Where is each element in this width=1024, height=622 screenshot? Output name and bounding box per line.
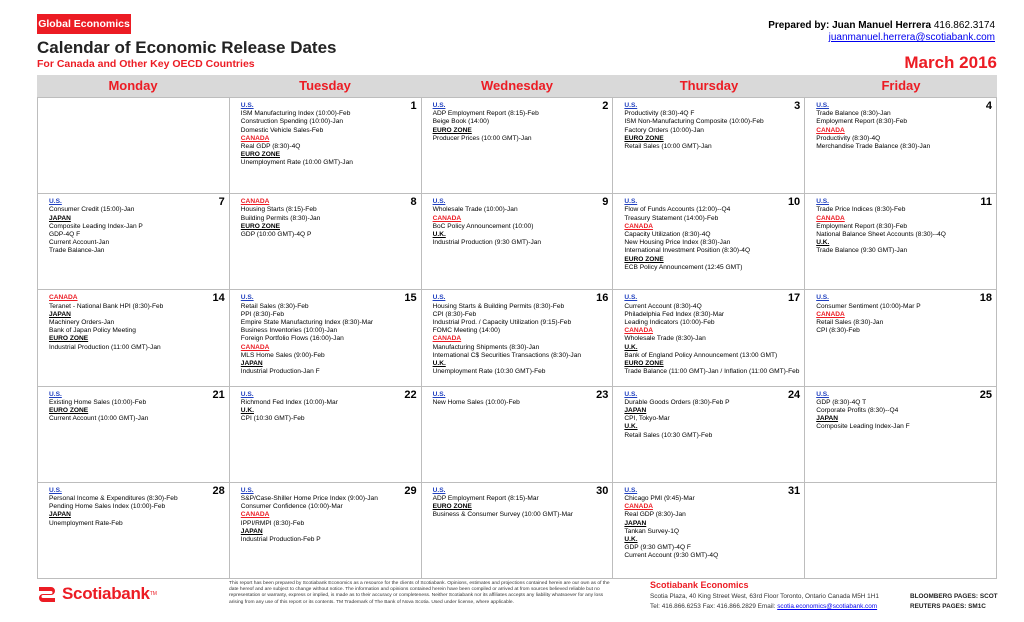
day-number: 30 [596, 484, 609, 497]
calendar-day-cell [38, 194, 230, 290]
release-item: Factory Orders (10:00)-Jan [624, 126, 704, 134]
release-item: Existing Home Sales (10:00)-Feb [49, 398, 147, 406]
release-item: Capacity Utilization (8:30)-4Q [624, 231, 711, 238]
weekday-header [37, 75, 997, 97]
release-item: Productivity (8:30)-4Q [816, 134, 881, 142]
region-heading: U.K. [240, 407, 254, 414]
region-heading: JAPAN [624, 519, 647, 527]
release-item: Trade Balance (11:00 GMT)-Jan / Inflation (11:00 GMT)-Feb [624, 368, 800, 376]
weekday-monday: Monday [108, 78, 158, 93]
calendar-day-cell [38, 290, 230, 386]
day-number: 8 [410, 196, 417, 209]
region-heading: EURO ZONE [49, 335, 89, 343]
release-item: ISM Non-Manufacturing Composite (10:00)-Feb [624, 118, 764, 126]
calendar-day-cell [613, 290, 805, 386]
release-item: Current Account (10:00 GMT)-Jan [49, 415, 149, 423]
prepared-label: Prepared by: [768, 20, 830, 31]
release-item: Real GDP (8:30)-Jan [624, 511, 686, 519]
calendar-grid [37, 97, 997, 579]
day-number: 23 [596, 388, 609, 401]
release-item: GDP (9:30 GMT)-4Q F [624, 544, 691, 552]
region-heading: U.S. [624, 294, 638, 302]
release-item: Leading Indicators (10:00)-Feb [624, 319, 715, 326]
release-item: Trade Balance (8:30)-Jan [816, 110, 891, 118]
day-number: 1 [410, 100, 417, 112]
contact-text: Tel: 416.866.6253 Fax: 416.866.2829 Email: [650, 603, 776, 610]
calendar-day-cell [230, 483, 422, 579]
global-economics-badge: Global Economics [37, 14, 131, 34]
release-item: Retail Sales (10:00 GMT)-Jan [624, 143, 712, 151]
release-item: Foreign Portfolio Flows (16:00)-Jan [240, 335, 344, 343]
region-heading: EURO ZONE [240, 222, 280, 230]
day-number: 11 [980, 196, 992, 209]
day-number: 10 [787, 196, 801, 209]
release-item: Treasury Statement (14:00)-Feb [624, 214, 719, 222]
release-item: International Investment Position (8:30)-4Q [624, 247, 751, 255]
calendar-day-cell [38, 387, 230, 483]
release-item: Consumer Sentiment (10:00)-Mar P [816, 302, 921, 310]
region-heading: U.S. [432, 294, 446, 302]
weekday-wednesday: Wednesday [480, 78, 553, 93]
release-item: IPPI/RMPI (8:30)-Feb [240, 519, 305, 527]
region-heading: U.S. [432, 198, 446, 206]
calendar-day-cell [805, 387, 997, 483]
calendar-day-cell [38, 483, 230, 579]
release-item: Empire State Manufacturing Index (8:30)-Mar [240, 319, 374, 326]
release-item: Chicago PMI (9:45)-Mar [624, 495, 695, 502]
contact-line [650, 602, 879, 612]
day-number: 25 [979, 388, 992, 401]
release-item: Unemployment Rate-Feb [49, 519, 123, 527]
release-item: FOMC Meeting (14:00) [432, 327, 501, 335]
release-item: Industrial Production-Feb P [240, 536, 321, 544]
release-item: Trade Balance (9:30 GMT)-Jan [816, 247, 908, 255]
calendar-day-cell [805, 290, 997, 386]
day-number: 28 [212, 484, 225, 497]
release-item: Composite Leading Index-Jan P [49, 222, 143, 230]
release-item: GDP-4Q F [49, 231, 81, 238]
weekday-friday: Friday [881, 78, 921, 93]
release-item: Unemployment Rate (10:30 GMT)-Feb [432, 368, 546, 376]
release-item: Retail Sales (8:30)-Jan [816, 319, 884, 326]
release-item: Business & Consumer Survey (10:00 GMT)-Mar [432, 511, 573, 519]
region-heading: JAPAN [49, 310, 71, 318]
month-title: March 2016 [904, 53, 997, 72]
region-heading: JAPAN [240, 360, 263, 368]
release-item: New Home Sales (10:00)-Feb [432, 398, 520, 406]
prepared-name: Juan Manuel Herrera [832, 20, 932, 31]
release-item: Producer Prices (10:00 GMT)-Jan [432, 134, 532, 142]
footer-address [650, 592, 879, 612]
day-number: 17 [787, 292, 801, 305]
day-number: 29 [404, 484, 417, 497]
region-heading: U.S. [816, 294, 830, 302]
region-heading: EURO ZONE [624, 360, 664, 368]
scotiabank-wordmark: Scotiabank [62, 584, 150, 603]
release-item: Employment Report (8:30)-Feb [816, 118, 908, 126]
release-item: Philadelphia Fed Index (8:30)-Mar [624, 310, 725, 318]
prepared-phone: 416.862.3174 [933, 20, 995, 31]
calendar-day-cell [422, 98, 614, 194]
day-number: 2 [602, 100, 609, 112]
region-heading: U.S. [49, 486, 62, 494]
region-heading: CANADA [432, 335, 462, 343]
day-number: 16 [596, 292, 609, 305]
day-number: 15 [404, 292, 417, 305]
release-item: Machinery Orders-Jan [49, 319, 115, 326]
release-item: Domestic Vehicle Sales-Feb [240, 126, 324, 134]
release-item: Industrial Prod. / Capacity Utilization (9:15)-Feb [432, 319, 572, 326]
region-heading: CANADA [240, 343, 270, 351]
region-heading: U.S. [49, 198, 62, 206]
day-number: 14 [212, 292, 225, 305]
day-number: 24 [787, 388, 801, 401]
calendar-day-cell [230, 290, 422, 386]
day-number: 22 [404, 388, 417, 401]
calendar-day-cell [422, 290, 614, 386]
address-line: Scotia Plaza, 40 King Street West, 63rd Floor Toronto, Ontario Canada M5H 1H1 [650, 593, 879, 600]
calendar-day-cell [230, 194, 422, 290]
region-heading: CANADA [432, 214, 462, 222]
calendar-day-cell [422, 483, 614, 579]
day-number: 21 [212, 388, 225, 401]
calendar-day-cell [422, 194, 614, 290]
region-heading: U.S. [624, 390, 638, 398]
region-heading: U.S. [816, 198, 830, 206]
release-item: CPI, Tokyo-Mar [624, 415, 670, 423]
release-item: Pending Home Sales Index (10:00)-Feb [49, 503, 166, 511]
release-item: Bank of Japan Policy Meeting [49, 327, 136, 335]
region-heading: U.K. [624, 423, 638, 431]
release-item: Industrial Production (9:30 GMT)-Jan [432, 239, 542, 247]
release-item: ADP Employment Report (8:15)-Mar [432, 495, 539, 502]
release-item: ISM Manufacturing Index (10:00)-Feb [240, 110, 351, 118]
release-item: Unemployment Rate (10:00 GMT)-Jan [240, 159, 353, 167]
region-heading: U.S. [432, 390, 446, 398]
release-item: Consumer Confidence (10:00)-Mar [240, 503, 343, 511]
region-heading: CANADA [49, 294, 78, 302]
release-item: Industrial Production (11:00 GMT)-Jan [49, 343, 161, 351]
region-heading: JAPAN [49, 214, 71, 222]
calendar-day-cell [38, 98, 230, 194]
region-heading: U.S. [432, 102, 446, 109]
scotiabank-s-icon [36, 583, 58, 605]
region-heading: U.S. [816, 390, 830, 398]
calendar-day-cell [230, 387, 422, 483]
release-item: GDP (8:30)-4Q T [816, 398, 867, 406]
region-heading: U.S. [240, 486, 254, 494]
release-item: Flow of Funds Accounts (12:00)--Q4 [624, 206, 731, 214]
region-heading: U.K. [624, 536, 638, 544]
release-item: Wholesale Trade (8:30)-Jan [624, 335, 706, 343]
scotiabank-logo [36, 583, 157, 605]
region-heading: U.S. [624, 486, 638, 494]
release-item: Building Permits (8:30)-Jan [240, 214, 321, 222]
day-number: 31 [787, 484, 801, 497]
bloomberg-pages: BLOOMBERG PAGES: SCOT [910, 593, 998, 600]
release-item: Bank of England Policy Announcement (13:00 GMT) [624, 351, 778, 359]
release-item: Employment Report (8:30)-Feb [816, 222, 908, 230]
release-item: BoC Policy Announcement (10:00) [432, 222, 534, 230]
day-number: 4 [985, 100, 992, 112]
region-heading: CANADA [816, 310, 845, 318]
calendar-day-cell [613, 387, 805, 483]
calendar-day-cell [613, 98, 805, 194]
release-item: Trade Balance-Jan [49, 247, 105, 255]
weekday-tuesday: Tuesday [299, 78, 351, 93]
release-item: Current Account (9:30 GMT)-4Q [624, 552, 719, 560]
region-heading: CANADA [816, 214, 845, 222]
release-item: Durable Goods Orders (8:30)-Feb P [624, 398, 730, 406]
release-item: Beige Book (14:00) [432, 118, 490, 126]
region-heading: JAPAN [624, 407, 647, 414]
region-heading: EURO ZONE [432, 126, 472, 134]
release-item: Business Inventories (10:00)-Jan [240, 327, 338, 335]
page-subtitle: For Canada and Other Key OECD Countries [37, 58, 255, 70]
region-heading: JAPAN [49, 511, 71, 519]
release-item: MLS Home Sales (9:00)-Feb [240, 351, 325, 359]
release-item: Housing Starts & Building Permits (8:30)-Feb [432, 302, 565, 310]
prepared-by [768, 20, 995, 44]
region-heading: U.K. [432, 360, 446, 368]
release-item: Current Account (8:30)-4Q [624, 302, 702, 310]
release-item: S&P/Case-Shiller Home Price Index (9:00)-Jan [240, 495, 378, 502]
release-item: Richmond Fed Index (10:00)-Mar [240, 398, 338, 406]
region-heading: U.K. [624, 343, 638, 351]
release-item: ECB Policy Announcement (12:45 GMT) [624, 263, 743, 271]
release-item: Real GDP (8:30)-4Q [240, 143, 301, 151]
release-item: CPI (8:30)-Feb [816, 327, 860, 335]
release-item: Retail Sales (8:30)-Feb [240, 302, 309, 310]
release-item: New Housing Price Index (8:30)-Jan [624, 239, 731, 247]
day-number: 9 [602, 196, 609, 209]
region-heading: U.K. [432, 231, 446, 238]
weekday-thursday: Thursday [679, 78, 739, 93]
release-item: Tankan Survey-1Q [624, 527, 679, 535]
region-heading: EURO ZONE [624, 255, 664, 263]
release-item: Teranet - National Bank HPI (8:30)-Feb [49, 302, 164, 310]
wire-pages [910, 592, 998, 612]
reuters-pages: REUTERS PAGES: SM1C [910, 603, 986, 610]
region-heading: U.S. [624, 198, 638, 206]
release-item: Construction Spending (10:00)-Jan [240, 118, 344, 126]
calendar-day-cell [805, 98, 997, 194]
release-item: Manufacturing Shipments (8:30)-Jan [432, 343, 540, 351]
release-item: Consumer Credit (15:00)-Jan [49, 206, 135, 214]
region-heading: U.S. [49, 390, 62, 398]
calendar-day-cell [805, 194, 997, 290]
release-item: CPI (10:30 GMT)-Feb [240, 415, 305, 423]
release-item: CPI (8:30)-Feb [432, 310, 477, 318]
release-item: ADP Employment Report (8:15)-Feb [432, 110, 539, 118]
region-heading: U.S. [624, 102, 638, 109]
release-item: Merchandise Trade Balance (8:30)-Jan [816, 143, 931, 151]
release-item: Productivity (8:30)-4Q F [624, 110, 695, 118]
region-heading: CANADA [240, 134, 270, 142]
calendar-day-cell [613, 483, 805, 579]
region-heading: U.S. [240, 294, 254, 302]
region-heading: CANADA [816, 126, 845, 134]
region-heading: CANADA [240, 198, 270, 206]
calendar-day-cell [613, 194, 805, 290]
footer-email-link[interactable]: scotia.economics@scotiabank.com [777, 603, 878, 610]
region-heading: U.S. [240, 102, 254, 109]
region-heading: U.S. [816, 102, 830, 109]
region-heading: U.K. [816, 239, 830, 247]
release-item: Composite Leading Index-Jan F [816, 423, 910, 431]
region-heading: EURO ZONE [624, 134, 664, 142]
release-item: Retail Sales (10:30 GMT)-Feb [624, 431, 713, 439]
disclaimer: This report has been prepared by Scotiabank Economics as a resource for the clients of Scotiabank. Opinions, estimates and projections contained herein are our own as of the date hereof and are subject to change without notice. The information and opinions contained herein have been compiled or arrived at from sources believed reliable but no representation or warranty, express or implied, is made as to their accuracy or completeness. Neither Scotiabank nor its affiliates accepts any liability whatsoever for any loss arising from any use of this report or its contents. TM Trademark of The Bank of Nova Scotia. Used under license, where applicable. [229, 581, 610, 605]
region-heading: JAPAN [240, 527, 263, 535]
region-heading: U.S. [432, 486, 446, 494]
region-heading: JAPAN [816, 415, 839, 423]
region-heading: EURO ZONE [49, 407, 89, 414]
page-title: Calendar of Economic Release Dates [37, 38, 337, 57]
region-heading: CANADA [624, 503, 653, 511]
region-heading: CANADA [624, 327, 653, 335]
release-item: Wholesale Trade (10:00)-Jan [432, 206, 518, 214]
release-item: PPI (8:30)-Feb [240, 310, 285, 318]
footer-dept: Scotiabank Economics [650, 580, 749, 590]
region-heading: U.S. [240, 390, 254, 398]
calendar-day-cell [422, 387, 614, 483]
release-item: National Balance Sheet Accounts (8:30)--4Q [816, 231, 946, 238]
region-heading: CANADA [624, 222, 653, 230]
release-item: Personal Income & Expenditures (8:30)-Feb [49, 495, 178, 502]
region-heading: CANADA [240, 511, 270, 519]
day-number: 7 [218, 196, 225, 209]
day-number: 18 [979, 292, 992, 305]
release-item: Current Account-Jan [49, 239, 110, 247]
prepared-email-link[interactable]: juanmanuel.herrera@scotiabank.com [828, 32, 995, 43]
release-item: Trade Price Indices (8:30)-Feb [816, 206, 906, 214]
release-item: International C$ Securities Transactions (8:30)-Jan [432, 351, 582, 359]
release-item: GDP (10:00 GMT)-4Q P [240, 231, 312, 238]
release-item: Industrial Production-Jan F [240, 368, 320, 376]
release-item: Corporate Profits (8:30)--Q4 [816, 407, 899, 414]
day-number: 3 [794, 100, 801, 112]
calendar-day-cell [805, 483, 997, 579]
trademark-mark: TM [149, 591, 157, 597]
calendar-day-cell [230, 98, 422, 194]
region-heading: EURO ZONE [240, 151, 280, 159]
release-item: Housing Starts (8:15)-Feb [240, 206, 317, 214]
region-heading: EURO ZONE [432, 503, 472, 511]
